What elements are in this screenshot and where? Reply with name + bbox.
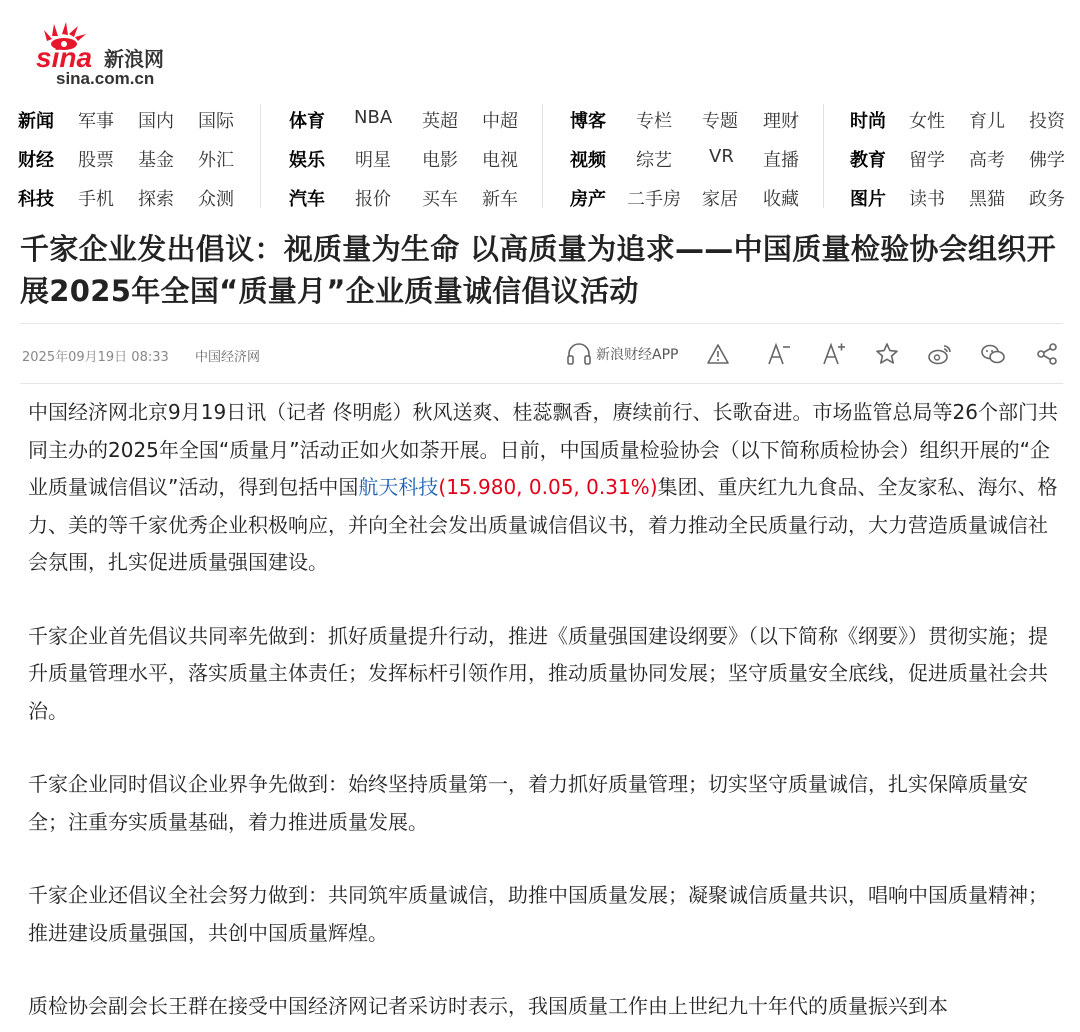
article-title: 千家企业发出倡议：视质量为生命 以高质量为追求——中国质量检验协会组织开展2025年全国“质量月”企业质量诚信倡议活动 [20, 232, 1056, 308]
nav-group [850, 100, 1080, 212]
nav-link[interactable]: 报价 [355, 189, 391, 210]
stock-change-pct: 0.31% [586, 475, 650, 499]
nav-link[interactable]: 女性 [909, 111, 945, 132]
nav-link[interactable]: NBA [354, 107, 393, 128]
nav-link[interactable]: 众测 [198, 189, 234, 210]
nav-link[interactable]: 基金 [138, 150, 174, 171]
nav-link[interactable]: 直播 [763, 150, 799, 171]
title-divider [20, 323, 1063, 324]
nav-link[interactable]: 育儿 [969, 111, 1005, 132]
stock-link[interactable]: 航天科技 [358, 475, 439, 499]
nav-link[interactable]: 英超 [422, 111, 458, 132]
sina-logo[interactable] [22, 20, 222, 90]
wechat-icon [980, 342, 1006, 366]
nav-link[interactable]: 理财 [763, 111, 799, 132]
nav-link[interactable]: 电视 [482, 150, 518, 171]
font-increase-button[interactable] [820, 340, 848, 368]
article-paragraph: 千家企业还倡议全社会努力做到：共同筑牢质量诚信，助推中国质量发展；凝聚诚信质量共识，唱响中国质量精神；推进建设质量强国，共创中国质量辉煌。 [28, 883, 1048, 945]
nav-link[interactable]: 读书 [909, 189, 945, 210]
article-paragraph: 千家企业首先倡议共同率先做到：抓好质量提升行动，推进《质量强国建设纲要》（以下简称《纲要》）贯彻实施；提升质量管理水平，落实质量主体责任；发挥标杆引领作用，推动质量协同发展；坚守质量安全底线，促进质量社会共治。 [28, 623, 1048, 723]
stock-price: 15.980 [446, 475, 517, 499]
paragraph-text: 集团、重庆红九九食品、全友家私、海尔、格力、美的等千家优秀企业积极响应，并向全社会发出质量诚信倡议书，着力推动全民质量行动，大力营造质量诚信社会氛围，扎实促进质量强国建设。 [28, 475, 1058, 574]
nav-group [289, 100, 539, 212]
nav-category[interactable]: 房产 [570, 189, 606, 210]
font-larger-icon [821, 342, 847, 366]
channel-navigation [0, 100, 1080, 212]
nav-link[interactable]: 中超 [482, 111, 518, 132]
nav-link[interactable]: 明星 [355, 150, 391, 171]
nav-link[interactable]: 专栏 [636, 111, 672, 132]
article-meta-bar [20, 338, 1063, 370]
nav-category[interactable]: 科技 [18, 189, 54, 210]
nav-divider [823, 104, 824, 208]
nav-category[interactable]: 视频 [570, 150, 606, 171]
star-icon [875, 342, 899, 366]
nav-link[interactable]: 探索 [138, 189, 174, 210]
paragraph-text: 中国经济网北京9月19日讯（记者 佟明彪）秋风送爽、桂蕊飘香，赓续前行、长歌奋进。市场监管总局等26个部门共同主办的2025年全国“质量月”活动正如火如荼开展。日前，中国质量检验协会（以下简称质检协会）组织开展的“企业质量诚信倡议”活动，得到包括中国 [28, 400, 1058, 499]
svg-text:新浪网: 新浪网 [104, 47, 164, 71]
nav-category[interactable]: 汽车 [289, 189, 325, 210]
article-body [28, 394, 1063, 1032]
report-button[interactable] [704, 340, 732, 368]
font-decrease-button[interactable] [765, 340, 793, 368]
nav-link[interactable]: 股票 [78, 150, 114, 171]
nav-category[interactable]: 财经 [18, 150, 54, 171]
article-paragraph: 质检协会副会长王群在接受中国经济网记者采访时表示，我国质量工作由上世纪九十年代的质量振兴到本 [28, 994, 948, 1018]
nav-link[interactable]: 外汇 [198, 150, 234, 171]
nav-divider [260, 104, 261, 208]
app-label: 新浪财经APP [596, 347, 679, 363]
app-download-link[interactable] [566, 340, 678, 368]
nav-link[interactable]: 专题 [702, 111, 738, 132]
share-icon [1035, 342, 1059, 366]
nav-link[interactable]: 军事 [78, 111, 114, 132]
nav-link[interactable]: VR [709, 146, 734, 167]
warning-icon [706, 343, 730, 365]
nav-link[interactable]: 国际 [198, 111, 234, 132]
nav-link[interactable]: 电影 [422, 150, 458, 171]
nav-link[interactable]: 高考 [969, 150, 1005, 171]
nav-link[interactable]: 黑猫 [969, 189, 1005, 210]
headphones-icon [566, 342, 592, 366]
nav-category[interactable]: 新闻 [18, 111, 54, 132]
logo-url-text: sina.com.cn [56, 69, 155, 88]
stock-quote: (15.980, 0.05, 0.31%) [438, 475, 658, 499]
article-source-link[interactable]: 中国经济网 [195, 350, 261, 365]
nav-link[interactable]: 综艺 [636, 150, 672, 171]
nav-link[interactable]: 二手房 [627, 189, 681, 210]
weibo-icon [927, 342, 953, 366]
nav-group [570, 100, 820, 212]
publish-date: 2025年09月19日 08:33 [22, 350, 169, 365]
nav-category[interactable]: 教育 [850, 150, 886, 171]
meta-divider [20, 383, 1063, 384]
share-wechat-button[interactable] [979, 340, 1007, 368]
article-paragraph: 千家企业同时倡议企业界争先做到：始终坚持质量第一，着力抓好质量管理；切实坚守质量诚信，扎实保障质量安全；注重夯实质量基础，着力推进质量发展。 [28, 772, 1028, 834]
nav-category[interactable]: 时尚 [850, 111, 886, 132]
nav-link[interactable]: 政务 [1029, 189, 1065, 210]
nav-category[interactable]: 娱乐 [289, 150, 325, 171]
share-weibo-button[interactable] [926, 340, 954, 368]
nav-link[interactable]: 买车 [422, 189, 458, 210]
share-button[interactable] [1033, 340, 1061, 368]
nav-link[interactable]: 收藏 [763, 189, 799, 210]
nav-link[interactable]: 留学 [909, 150, 945, 171]
nav-link[interactable]: 手机 [78, 189, 114, 210]
nav-group [18, 100, 258, 212]
nav-link[interactable]: 佛学 [1029, 150, 1065, 171]
nav-divider [542, 104, 543, 208]
article-paragraph [28, 394, 1063, 582]
nav-link[interactable]: 投资 [1029, 111, 1065, 132]
favorite-button[interactable] [873, 340, 901, 368]
font-smaller-icon [766, 342, 792, 366]
nav-category[interactable]: 博客 [570, 111, 606, 132]
stock-change: 0.05 [528, 475, 574, 499]
svg-text:sina: sina [36, 42, 93, 72]
nav-category[interactable]: 体育 [289, 111, 325, 132]
nav-link[interactable]: 家居 [702, 189, 738, 210]
nav-link[interactable]: 国内 [138, 111, 174, 132]
nav-category[interactable]: 图片 [850, 189, 886, 210]
nav-link[interactable]: 新车 [482, 189, 518, 210]
sina-eye-logo-icon [32, 22, 202, 72]
